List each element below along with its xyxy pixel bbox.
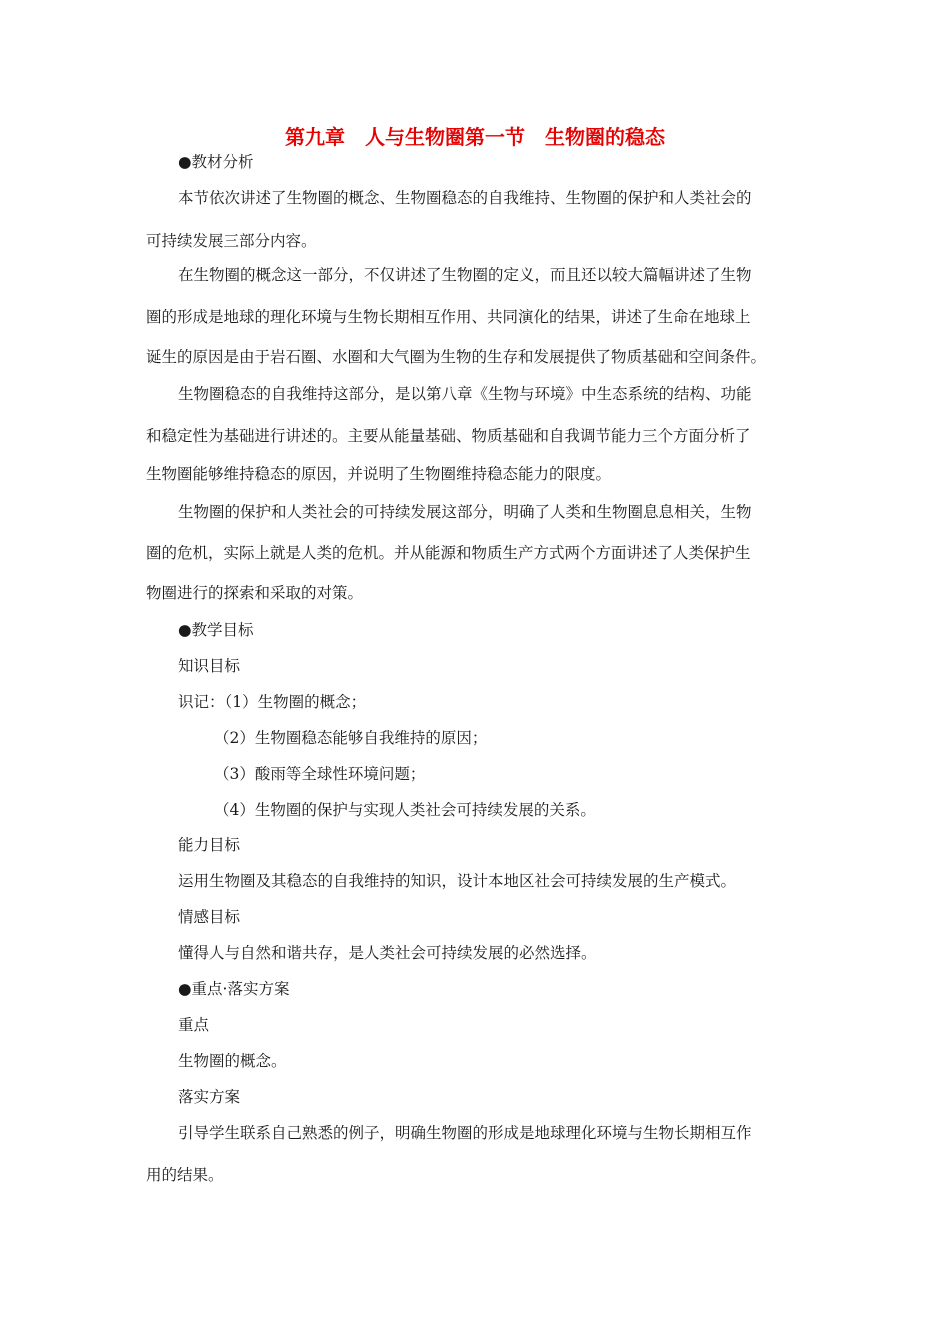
list-item: 识记：（1）生物圈的概念；	[178, 693, 367, 711]
paragraph-line: 生物圈能够维持稳态的原因，并说明了生物圈维持稳态能力的限度。	[146, 465, 612, 483]
paragraph-line: 物圈进行的探索和采取的对策。	[146, 584, 364, 602]
page-title: 第九章 人与生物圈第一节 生物圈的稳态	[285, 125, 665, 149]
list-item: （4）生物圈的保护与实现人类社会可持续发展的关系。	[214, 801, 596, 819]
paragraph-line: 在生物圈的概念这一部分，不仅讲述了生物圈的定义，而且还以较大篇幅讲述了生物	[178, 266, 752, 284]
paragraph-line: 用的结果。	[146, 1166, 224, 1184]
paragraph-line: 生物圈的概念。	[178, 1052, 287, 1070]
paragraph-line: 生物圈的保护和人类社会的可持续发展这部分，明确了人类和生物圈息息相关，生物	[178, 503, 752, 521]
paragraph-line: 生物圈稳态的自我维持这部分，是以第八章《生物与环境》中生态系统的结构、功能	[178, 385, 752, 403]
subheading-ability: 能力目标	[178, 836, 241, 854]
paragraph-line: 运用生物圈及其稳态的自我维持的知识，设计本地区社会可持续发展的生产模式。	[178, 872, 737, 890]
list-item: （2）生物圈稳态能够自我维持的原因；	[214, 729, 488, 747]
list-item: （3）酸雨等全球性环境问题；	[214, 765, 426, 783]
section-heading-key: ●重点·落实方案	[178, 980, 290, 998]
paragraph-line: 圈的危机，实际上就是人类的危机。并从能源和物质生产方式两个方面讲述了人类保护生	[146, 544, 751, 562]
paragraph-line: 诞生的原因是由于岩石圈、水圈和大气圈为生物的生存和发展提供了物质基础和空间条件。	[146, 348, 767, 366]
section-heading-goals: ●教学目标	[178, 621, 254, 639]
paragraph-line: 本节依次讲述了生物圈的概念、生物圈稳态的自我维持、生物圈的保护和人类社会的	[178, 189, 752, 207]
subheading-knowledge: 知识目标	[178, 657, 241, 675]
subheading-emotion: 情感目标	[178, 908, 241, 926]
subheading-plan: 落实方案	[178, 1088, 241, 1106]
paragraph-line: 和稳定性为基础进行讲述的。主要从能量基础、物质基础和自我调节能力三个方面分析了	[146, 427, 751, 445]
subheading-key: 重点	[178, 1016, 210, 1034]
paragraph-line: 懂得人与自然和谐共存，是人类社会可持续发展的必然选择。	[178, 944, 597, 962]
section-heading-material: ●教材分析	[178, 153, 254, 171]
paragraph-line: 可持续发展三部分内容。	[146, 232, 317, 250]
paragraph-line: 引导学生联系自己熟悉的例子，明确生物圈的形成是地球理化环境与生物长期相互作	[178, 1124, 752, 1142]
paragraph-line: 圈的形成是地球的理化环境与生物长期相互作用、共同演化的结果，讲述了生命在地球上	[146, 308, 751, 326]
